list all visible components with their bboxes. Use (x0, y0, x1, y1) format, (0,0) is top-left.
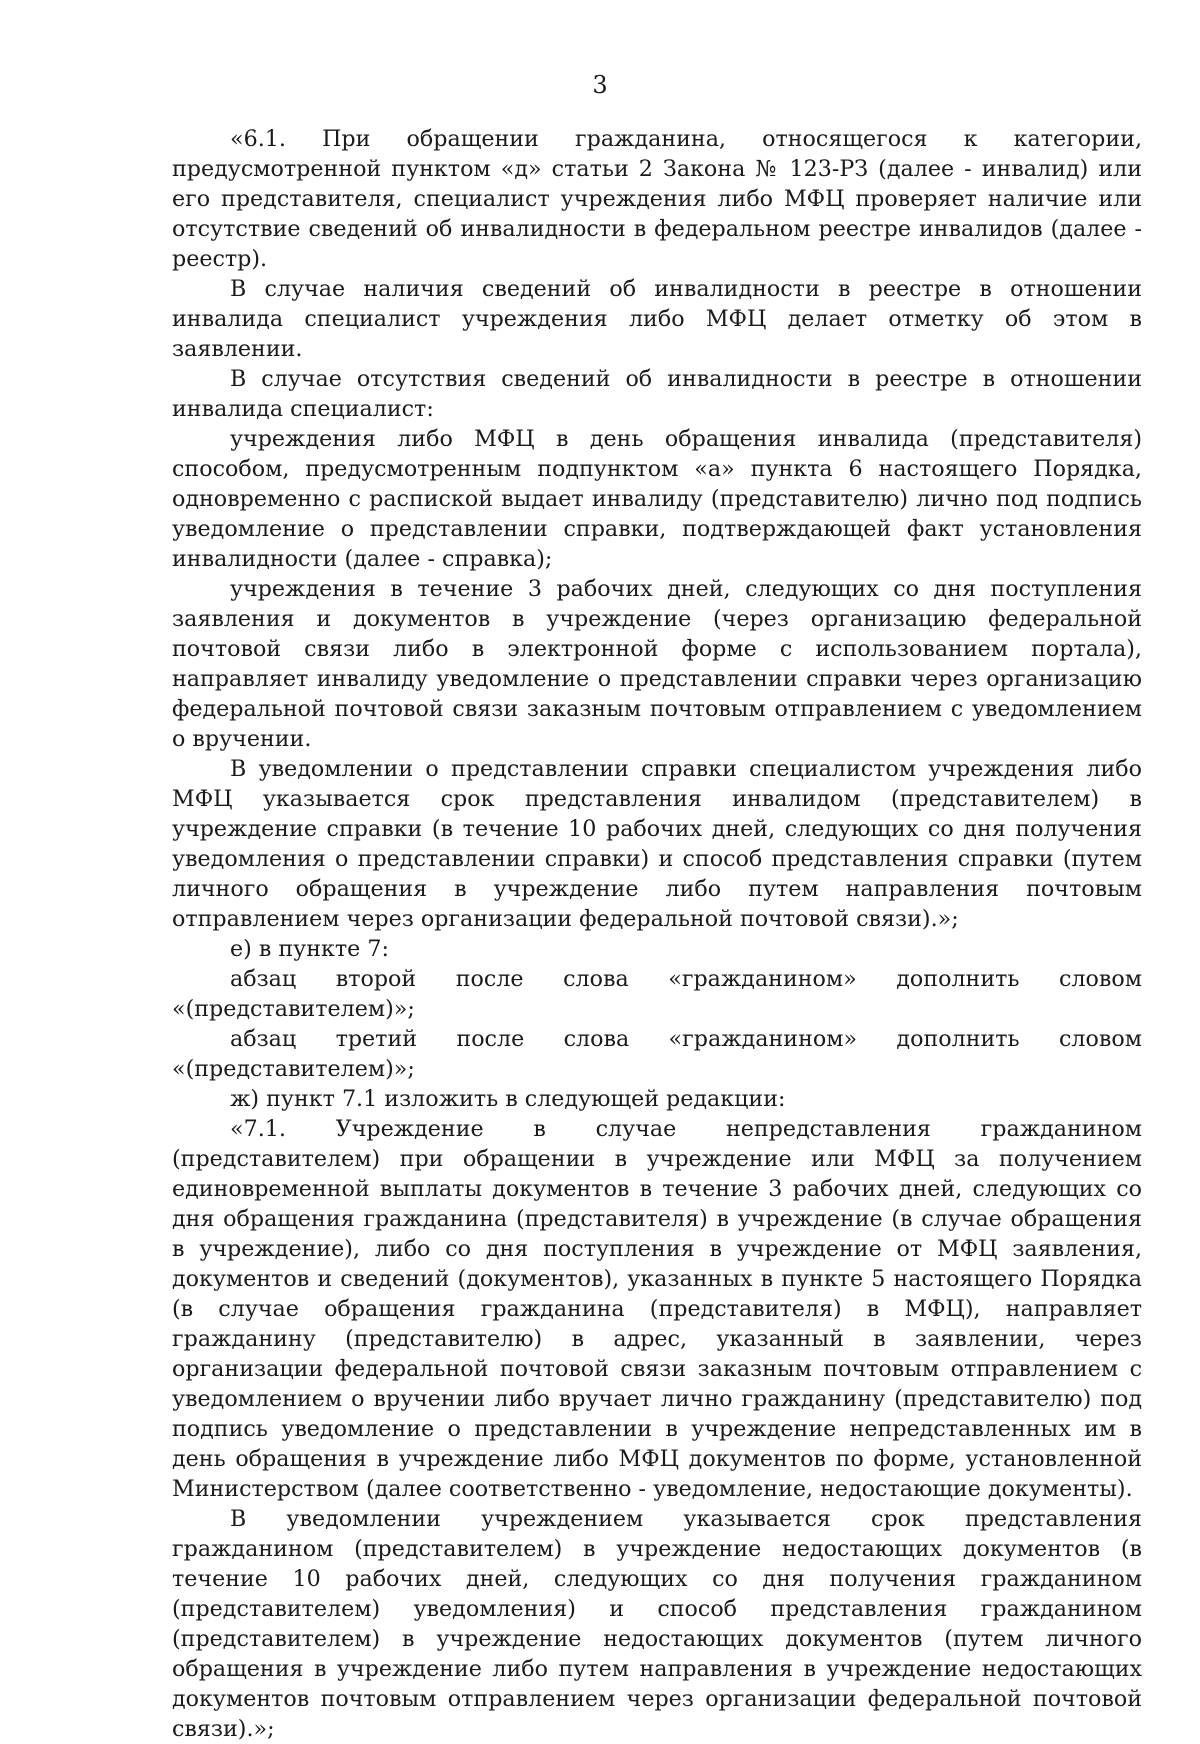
paragraph: В уведомлении учреждением указывается срок представления гражданином (представителем) в учреждение недостающих документов (в течение 10 рабочих дней, следующих со дня получения гражданином (представителем) уведомления) и способ представления гражданином (представителем) в учреждение недостающих документов (путем личного обращения в учреждение либо путем направления в учреждение недостающих документов почтовым отправлением через организации федеральной почтовой связи).»; (172, 1506, 1142, 1742)
paragraph: В случае отсутствия сведений об инвалидности в реестре в отношении инвалида специалист: (172, 366, 1142, 422)
paragraph: «6.1. При обращении гражданина, относящегося к категории, предусмотренной пунктом «д» статьи 2 Закона № 123-РЗ (далее - инвалид) или его представителя, специалист учреждения либо МФЦ проверяет наличие или отсутствие сведений об инвалидности в федеральном реестре инвалидов (далее - реестр). (172, 126, 1142, 272)
paragraph: В случае наличия сведений об инвалидности в реестре в отношении инвалида специалист учреждения либо МФЦ делает отметку об этом в заявлении. (172, 276, 1142, 362)
paragraph: учреждения либо МФЦ в день обращения инвалида (представителя) способом, предусмотренным подпунктом «а» пункта 6 настоящего Порядка, одновременно с распиской выдает инвалиду (представителю) лично под подпись уведомление о представлении справки, подтверждающей факт установления инвалидности (далее - справка); (172, 426, 1142, 572)
document-body (172, 124, 1142, 1744)
paragraph: «7.1. Учреждение в случае непредставления гражданином (представителем) при обращении в учреждение или МФЦ за получением единовременной выплаты документов в течение 3 рабочих дней, следующих со дня обращения гражданина (представителя) в учреждение (в случае обращения в учреждение), либо со дня поступления в учреждение от МФЦ заявления, документов и сведений (документов), указанных в пункте 5 настоящего Порядка (в случае обращения гражданина (представителя) в МФЦ), направляет гражданину (представителю) в адрес, указанный в заявлении, через организации федеральной почтовой связи заказным почтовым отправлением с уведомлением о вручении либо вручает лично гражданину (представителю) под подпись уведомление о представлении в учреждение непредставленных им в день обращения в учреждение либо МФЦ документов по форме, установленной Министерством (далее соответственно - уведомление, недостающие документы). (172, 1116, 1142, 1502)
paragraph: абзац второй после слова «гражданином» дополнить словом «(представителем)»; (172, 966, 1142, 1022)
paragraph: е) в пункте 7: (230, 936, 389, 962)
page-number: 3 (592, 71, 608, 99)
paragraph: ж) пункт 7.1 изложить в следующей редакции: (230, 1086, 786, 1112)
paragraph: учреждения в течение 3 рабочих дней, следующих со дня поступления заявления и документов в учреждение (через организацию федеральной почтовой связи либо в электронной форме с использованием портала), направляет инвалиду уведомление о представлении справки через организацию федеральной почтовой связи заказным почтовым отправлением с уведомлением о вручении. (172, 576, 1142, 752)
paragraph: В уведомлении о представлении справки специалистом учреждения либо МФЦ указывается срок представления инвалидом (представителем) в учреждение справки (в течение 10 рабочих дней, следующих со дня получения уведомления о представлении справки) и способ представления справки (путем личного обращения в учреждение либо путем направления почтовым отправлением через организации федеральной почтовой связи).»; (172, 756, 1142, 932)
paragraph: абзац третий после слова «гражданином» дополнить словом «(представителем)»; (172, 1026, 1142, 1082)
